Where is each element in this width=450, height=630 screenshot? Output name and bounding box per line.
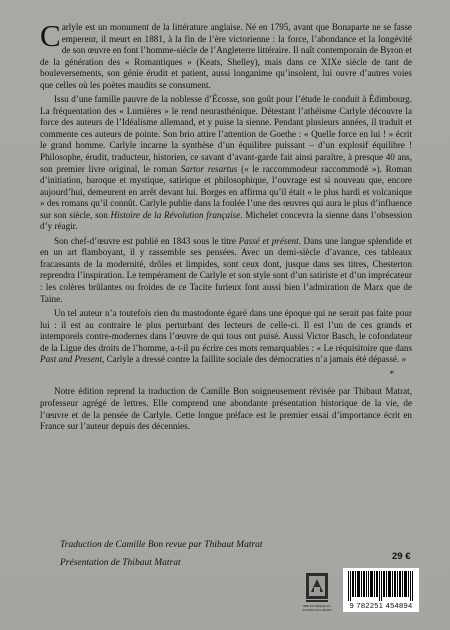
barcode-icon xyxy=(348,571,414,601)
blurb-text xyxy=(40,18,413,436)
paragraph-4 xyxy=(40,308,412,366)
paragraph-1 xyxy=(40,18,412,91)
book-title-sartor: Sartor resartus xyxy=(180,163,238,174)
isbn-number: 9 782251 454894 xyxy=(349,601,413,610)
presentation-credit: Présentation de Thibaut Matrat xyxy=(60,558,181,568)
paragraph-2-text-b: (« le raccommodeur raccommodé »). Roman d’initiation, baroque et mystique, satirique et philosophique, l’ouvrage est si nouveau que, encore aujourd’hui, demeurent en arrêt devant lui. Borges en affirma qu’il était « le plus hardi et volcanique » des romans qu’il connût. Carlyle publie dans la foulée l’une des œuvres qui aura le plus d’influence sur son siècle, son xyxy=(40,163,412,220)
credits xyxy=(60,539,380,575)
publisher-caption: BIBLIOTHÈQUE DU SAVOIR GALLIMARD xyxy=(302,604,332,612)
section-mark: * xyxy=(389,368,394,379)
paragraph-4-text-b: , Carlyle a dressé contre la faillite sociale des démocraties n’a jamais été dépassé. » xyxy=(102,354,407,365)
paragraph-2 xyxy=(40,94,412,233)
translation-credit: Traduction de Camille Bon revue par Thibaut Matrat xyxy=(60,540,263,550)
book-title-passe: Passé et présent xyxy=(238,235,299,246)
paragraph-3 xyxy=(40,236,412,305)
paragraph-5: Notre édition reprend la traduction de Camille Bon soigneusement révisée par Thibaut Matrat, professeur agrégé de lettres. Elle comprend une abondante présentation historique de la vie, de l’œuvre et de la pensée de Carlyle. Cette longue préface est le premier essai d’importance écrit en France sur l’auteur depuis des décennies. xyxy=(40,386,412,432)
book-title-histoire: Histoire de la Révolution française xyxy=(110,209,241,220)
price: 29 € xyxy=(392,551,411,562)
publisher-emblem-icon xyxy=(305,572,329,606)
paragraph-4-text-a: Un tel auteur n’a toutefois rien du mastodonte égaré dans une époque qui ne serait pas faite pour lui : il est au contraire le plus perturbant des lecteurs de celle-ci. Il est l’un de ces grands et intemporels contre-modernes dans l’œuvre de qui tous ont puisé. Aussi Victor Basch, le cofondateur de la Ligue des droits de l’homme, a-t-il pu écrire ces mots remarquables : « Le réquisitoire que dans xyxy=(40,308,412,353)
paragraph-3-text-a: Son chef-d’œuvre est publié en 1843 sous le titre xyxy=(54,235,239,246)
barcode xyxy=(343,568,419,612)
book-title-past: Past and Present xyxy=(40,354,103,365)
paragraph-1-text: arlyle est un monument de la littérature anglaise. Né en 1795, avant que Bonaparte ne se fasse empereur, il meurt en 1881, à la fin de l’ère victorienne : la force, l’abondance et la longévité de son œuvre en font l’homme-siècle de l’Angleterre littéraire. Il naît contemporain de Byron et de la génération des « Romantiques » (Keats, Shelley), mais dans ce XIXe siècle de tant de bouleversements, son génie érudit et patient, aussi longanime qu’insolent, lui ouvre d’autres voies que celles où les poètes maudits se consument. xyxy=(40,22,412,90)
paragraph-3-text-b: . Dans une langue splendide et en un art flamboyant, il y rassemble ses pensées. Avec un demi-siècle d’avance, ces tableaux fracassants de la modernité, drôles et limpides, sont ceux dont, jusque dans ses titres, Chesterton reprendra l’inspiration. Le tempérament de Carlyle et son style sont d’un satiriste et d’un imprécateur : les colères brûlantes ou froides de ce Tacite furieux font aussi bien l’admiration de Marx que de Taine. xyxy=(40,235,412,304)
paragraph-2-text-c: . Michelet concevra la sienne dans l’obsession d’y réagir. xyxy=(40,209,413,232)
paragraph-2-text-a: Issu d’une famille pauvre de la noblesse d’Écosse, son goût pour l’étude le conduit à Édimbourg. La fréquentation des « Lumières » le rend neurasthénique. Détestant l’athéisme Carlyle découvre la force des auteurs de l’Idéalisme allemand, et y puise la sienne. Pendant plusieurs années, il traduit et commente ces auteurs de pointe. Son brio attire l’attention de Goethe : « Quelle force en lui ! » écrit le grand homme. Carlyle incarne la synthèse d’un équilibre puissant – d’un explosif équilibre ! Philosophe, érudit, traducteur, historien, ce savant d’avant-garde fait ainsi paraître, à presque 40 ans, son premier livre original, le roman xyxy=(40,94,412,174)
drop-cap: C xyxy=(40,18,61,53)
